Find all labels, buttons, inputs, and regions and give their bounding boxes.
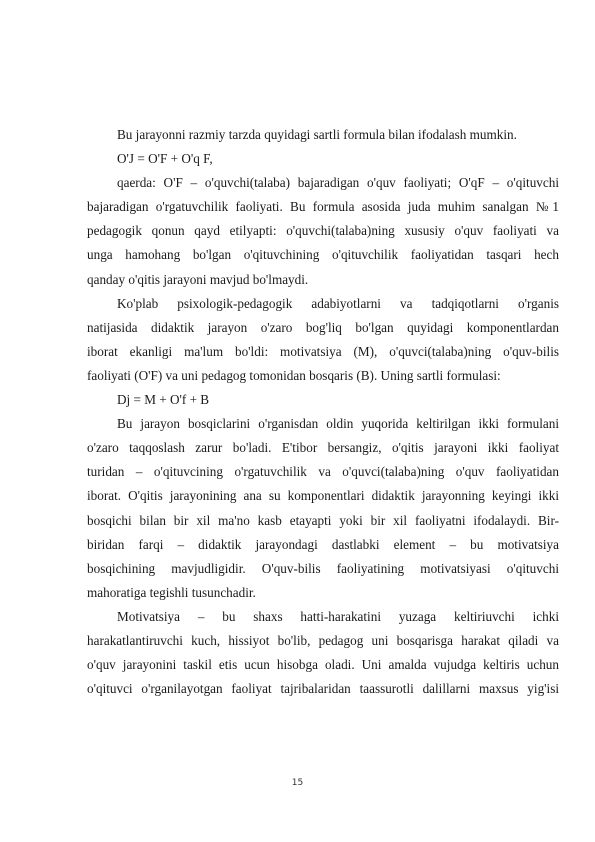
text-line: o'zaro taqqoslash zarur bo'ladi. E'tibor bersangiz, o'qitis jarayoni ikki faoliyat <box>87 440 559 456</box>
text-line: o'qituvci o'rganilayotgan faoliyat tajribalaridan taassurotli dalillarni maxsus yig'isi <box>87 681 559 697</box>
text-line: bajaradigan o'rgatuvchilik faoliyati. Bu formula asosida juda muhim sanalgan №1 <box>87 199 559 215</box>
text-line: Bu jarayon bosqiclarini o'rganisdan oldin yuqorida keltirilgan ikki formulani <box>117 416 559 432</box>
text-line: natijasida didaktik jarayon o'zaro bog'liq bo'lgan quyidagi komponentlardan <box>87 319 559 335</box>
text-line: turidan – o'qituvcining o'rgatuvchilik va o'quvci(talaba)ning o'quv faoliyatidan <box>87 464 559 480</box>
formula-line: Dj = M + O'f + B <box>117 392 210 408</box>
text-line: o'quv jarayonini taskil etis ucun hisobga oladi. Uni amalda vujudga keltiris uchun <box>87 657 559 673</box>
text-line: harakatlantiruvchi kuch, hissiyot bo'lib, pedagog uni bosqarisga harakat qiladi va <box>87 632 559 648</box>
text-line: Motivatsiya – bu shaxs hatti-harakatini yuzaga keltiriuvchi ichki <box>117 608 559 624</box>
text-line: iborat ekanligi ma'lum bo'ldi: motivatsiya (M), o'quvci(talaba)ning o'quv-bilis <box>87 343 559 359</box>
text-line: qaerda: O'F – o'quvchi(talaba) bajaradigan o'quv faoliyati; O'qF – o'qituvchi <box>117 175 559 191</box>
text-line: biridan farqi – didaktik jarayondagi dastlabki element – bu motivatsiya <box>87 536 559 552</box>
text-line: faoliyati (O'F) va uni pedagog tomonidan bosqaris (B). Uning sartli formulasi: <box>87 367 501 383</box>
text-line: Ko'plab psixologik-pedagogik adabiyotlarni va tadqiqotlarni o'rganis <box>117 295 559 311</box>
page-number: 15 <box>291 778 304 788</box>
text-line: iborat. O'qitis jarayonining ana su komponentlari didaktik jarayonning keyingi ikki <box>87 488 559 504</box>
text-line: qanday o'qitis jarayoni mavjud bo'lmaydi. <box>87 271 309 287</box>
text-line: mahoratiga tegishli tusunchadir. <box>87 584 256 600</box>
text-line: pedagogik qonun qayd etilyapti: o'quvchi(talaba)ning xususiy o'quv faoliyati va <box>87 223 559 239</box>
text-line: Bu jarayonni razmiy tarzda quyidagi sartli formula bilan ifodalash mumkin. <box>117 127 517 142</box>
formula-line: O'J = O'F + O'q F, <box>117 151 213 167</box>
body-text <box>87 123 559 701</box>
text-line: bosqichi bilan bir xil ma'no kasb etayapti yoki bir xil faoliyatni ifodalaydi. Bir- <box>87 512 559 528</box>
text-line: bosqichining mavjudligidir. O'quv-bilis faoliyatining motivatsiyasi o'qituvchi <box>87 560 559 576</box>
text-line: unga hamohang bo'lgan o'qituvchining o'qituvchilik faoliyatidan tasqari hech <box>87 247 559 263</box>
